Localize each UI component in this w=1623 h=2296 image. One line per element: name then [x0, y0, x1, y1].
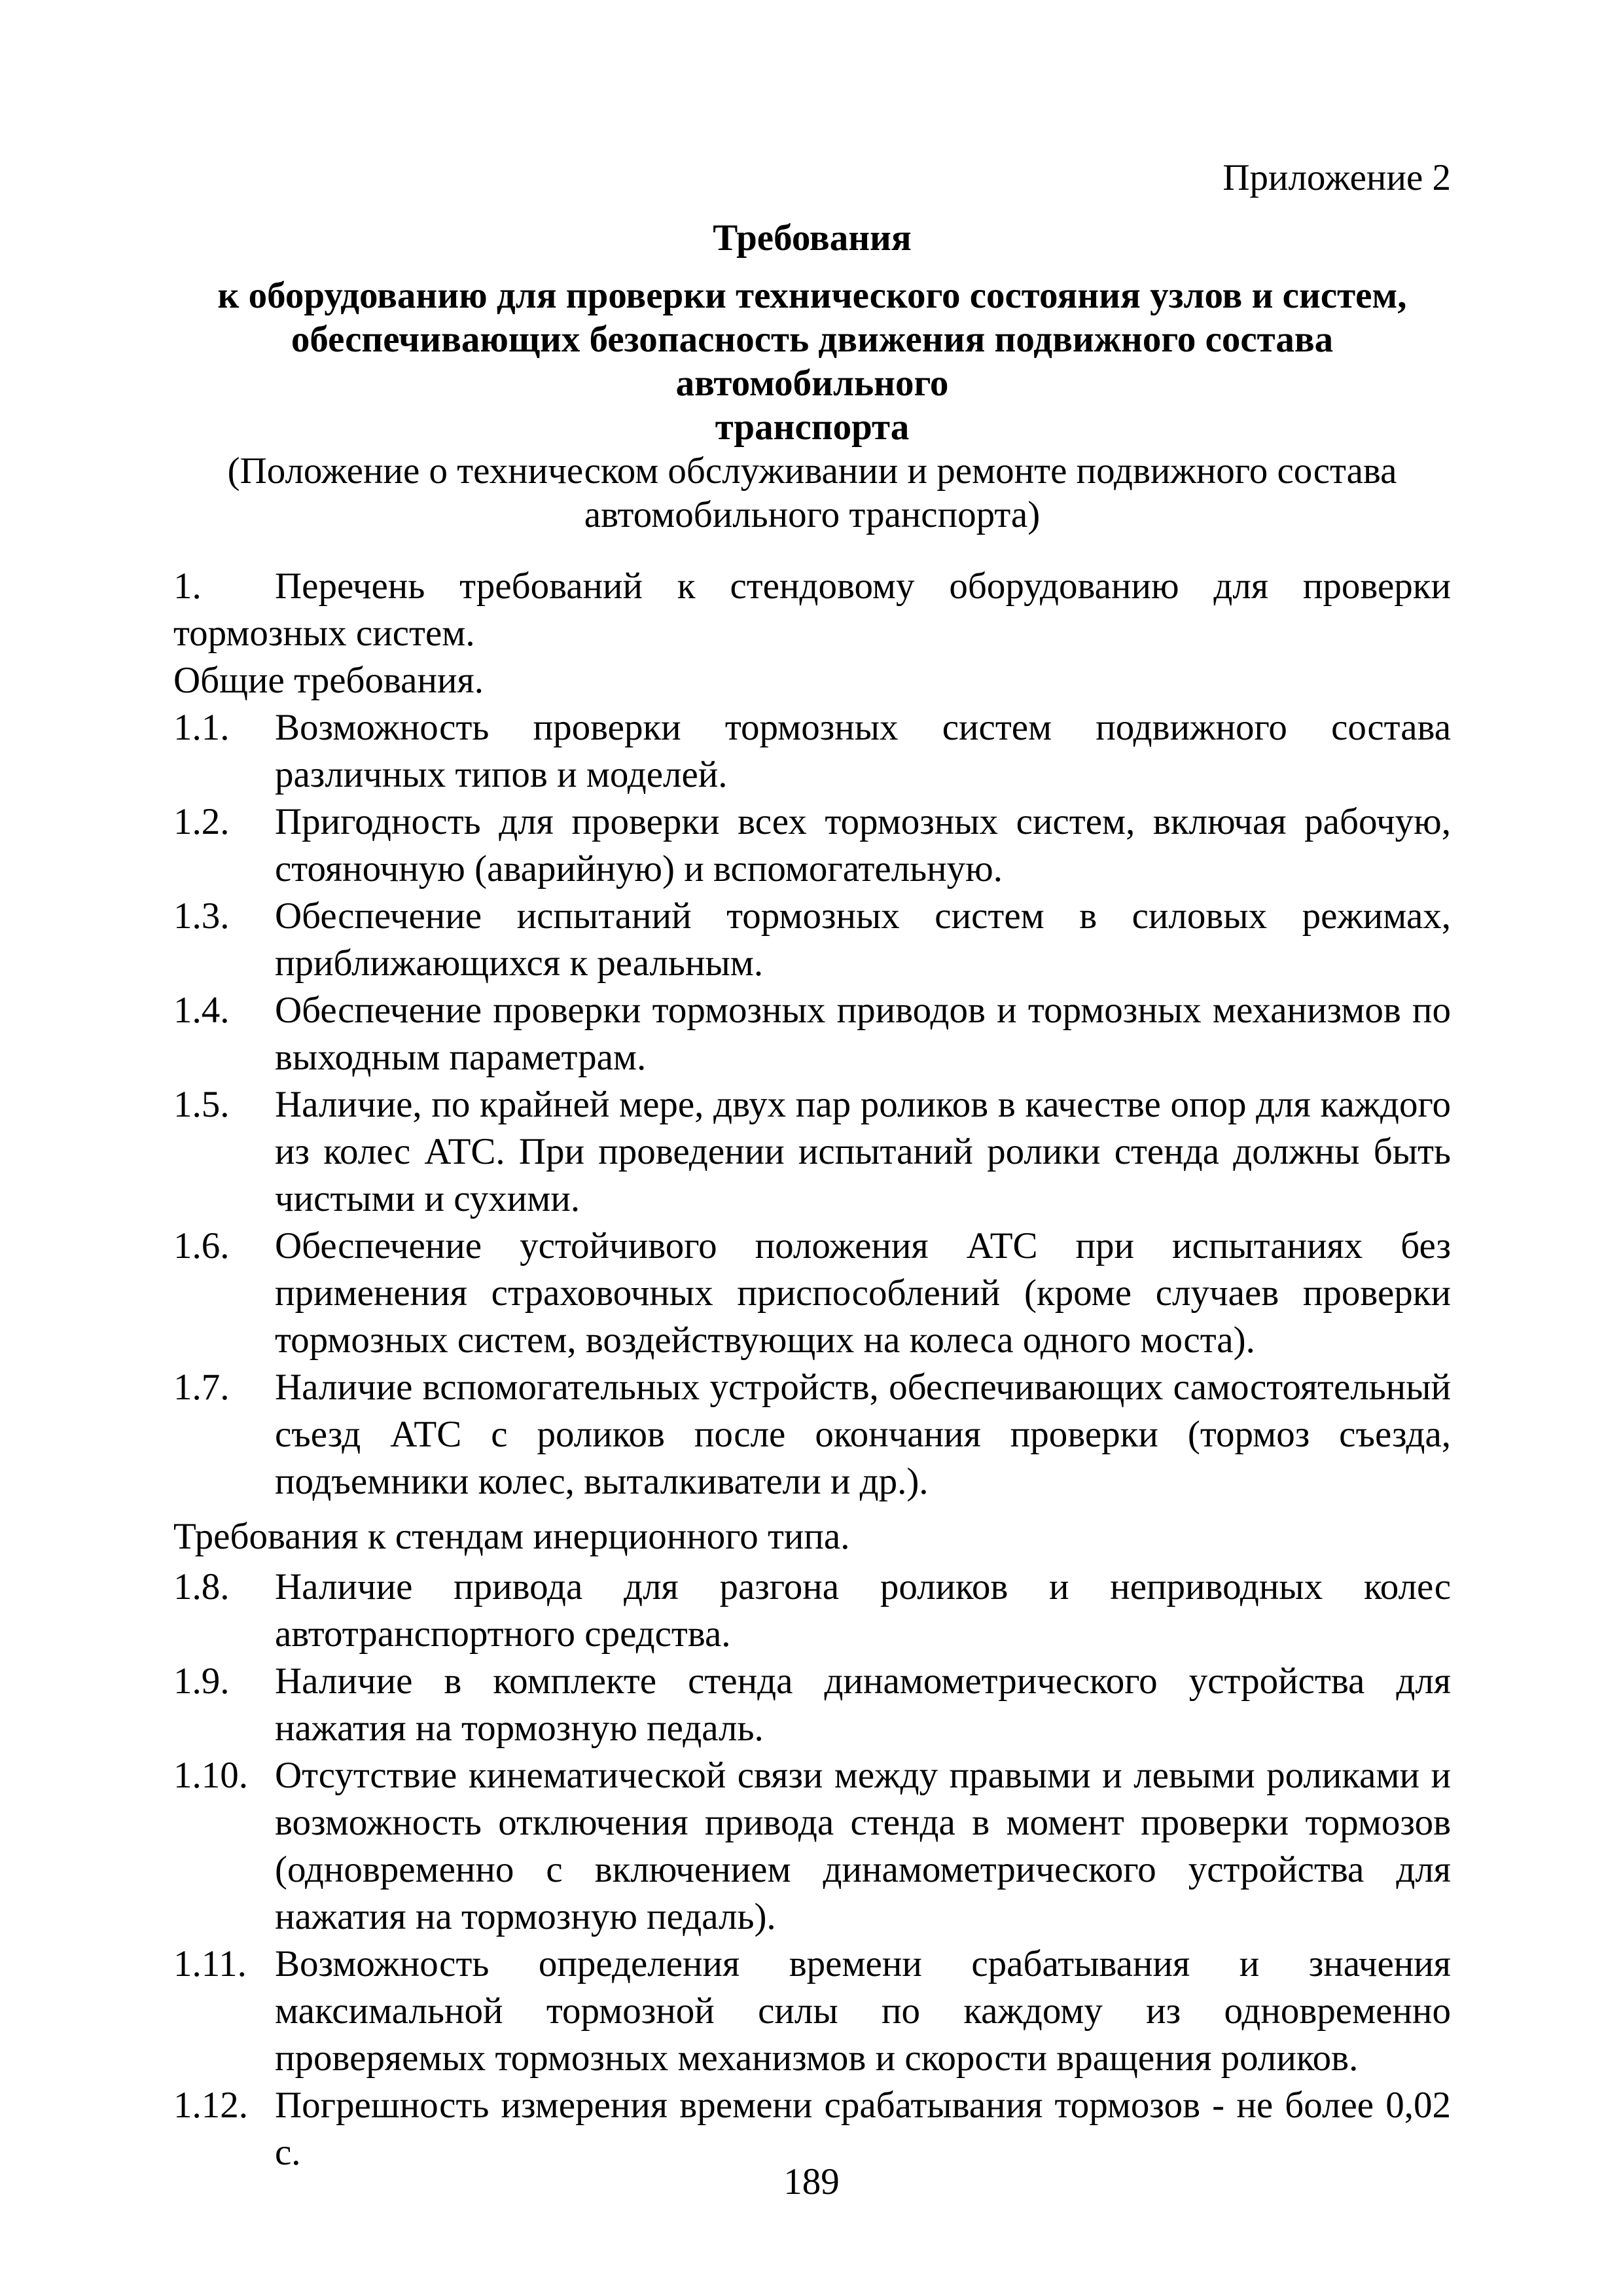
general-requirements-heading: Общие требования. [173, 660, 484, 701]
regulation-line: автомобильного транспорта) [584, 494, 1041, 535]
item-text: Отсутствие кинематической связи между правыми и левыми роликами и возможность отключения привода стенда в момент проверки тормозов (одновременно с включением динамометрического устройства для нажатия на тормозную педаль). [275, 1755, 1451, 1937]
item-text: Возможность определения времени срабатывания и значения максимальной тормозной силы по каждому из одновременно проверяемых тормозных механизмов и скорости вращения роликов. [275, 1943, 1451, 2079]
item-number: 1.8. [173, 1566, 230, 1607]
list-item-1-8 [173, 1564, 1451, 1658]
item-number: 1.1. [173, 707, 230, 748]
item-number: 1.4. [173, 990, 230, 1031]
list-item-1-3 [173, 893, 1451, 987]
item-text: Перечень требований к стендовому оборудованию для проверки тормозных систем. [173, 565, 1451, 654]
document-header [173, 0, 1451, 537]
item-text: Пригодность для проверки всех тормозных систем, включая рабочую, стояночную (аварийную) и вспомогательную. [275, 801, 1451, 889]
item-text: Погрешность измерения времени срабатывания тормозов - не более 0,02 с. [275, 2085, 1451, 2173]
item-number: 1.5. [173, 1084, 230, 1125]
item-number: 1.3. [173, 895, 230, 937]
document-content [173, 0, 1451, 2176]
subtitle-line: транспорта [715, 406, 910, 448]
page-title: Требования [713, 217, 912, 259]
list-item-1-11 [173, 1941, 1451, 2082]
item-number: 1. [173, 565, 202, 607]
item-number: 1.6. [173, 1225, 230, 1266]
document-subtitle-bold [173, 274, 1451, 449]
item-number: 1.7. [173, 1367, 230, 1408]
list-item-1 [173, 563, 1451, 657]
subtitle-line: к оборудованию для проверки технического состояния узлов и систем, [217, 275, 1407, 316]
inertial-stands-heading: Требования к стендам инерционного типа. [173, 1516, 850, 1557]
item-number: 1.2. [173, 801, 230, 842]
list-item-1-5 [173, 1081, 1451, 1223]
list-item-1-7 [173, 1364, 1451, 1505]
item-text: Возможность проверки тормозных систем подвижного состава различных типов и моделей. [275, 707, 1451, 795]
appendix-label: Приложение 2 [1222, 157, 1451, 198]
item-text: Наличие, по крайней мере, двух пар роликов в качестве опор для каждого из колес АТС. При проведении испытаний ролики стенда должны быть чистыми и сухими. [275, 1084, 1451, 1219]
page-number: 189 [783, 2161, 840, 2202]
item-text: Наличие вспомогательных устройств, обеспечивающих самостоятельный съезд АТС с роликов после окончания проверки (тормоз съезда, подъемники колес, выталкиватели и др.). [275, 1367, 1451, 1502]
subtitle-line: обеспечивающих безопасность движения подвижного состава автомобильного [291, 319, 1334, 404]
item-number: 1.11. [173, 1943, 247, 1984]
item-number: 1.9. [173, 1660, 230, 1702]
item-text: Обеспечение испытаний тормозных систем в силовых режимах, приближающихся к реальным. [275, 895, 1451, 984]
list-item-1-9 [173, 1658, 1451, 1752]
item-text: Обеспечение устойчивого положения АТС при испытаниях без применения страховочных приспособлений (кроме случаев проверки тормозных систем, воздействующих на колеса одного моста). [275, 1225, 1451, 1361]
document-subtitle-regular [173, 449, 1451, 537]
item-text: Обеспечение проверки тормозных приводов и тормозных механизмов по выходным параметрам. [275, 990, 1451, 1078]
list-item-1-4 [173, 987, 1451, 1081]
regulation-line: (Положение о техническом обслуживании и ремонте подвижного состава [227, 450, 1397, 492]
item-number: 1.10. [173, 1755, 248, 1796]
list-item-1-10 [173, 1752, 1451, 1941]
item-text: Наличие привода для разгона роликов и неприводных колес автотранспортного средства. [275, 1566, 1451, 1655]
item-text: Наличие в комплекте стенда динамометрического устройства для нажатия на тормозную педаль. [275, 1660, 1451, 1749]
requirements-list [173, 563, 1451, 2176]
list-item-1-6 [173, 1223, 1451, 1364]
list-item-1-2 [173, 798, 1451, 893]
list-item-1-1 [173, 704, 1451, 798]
item-number: 1.12. [173, 2085, 248, 2126]
